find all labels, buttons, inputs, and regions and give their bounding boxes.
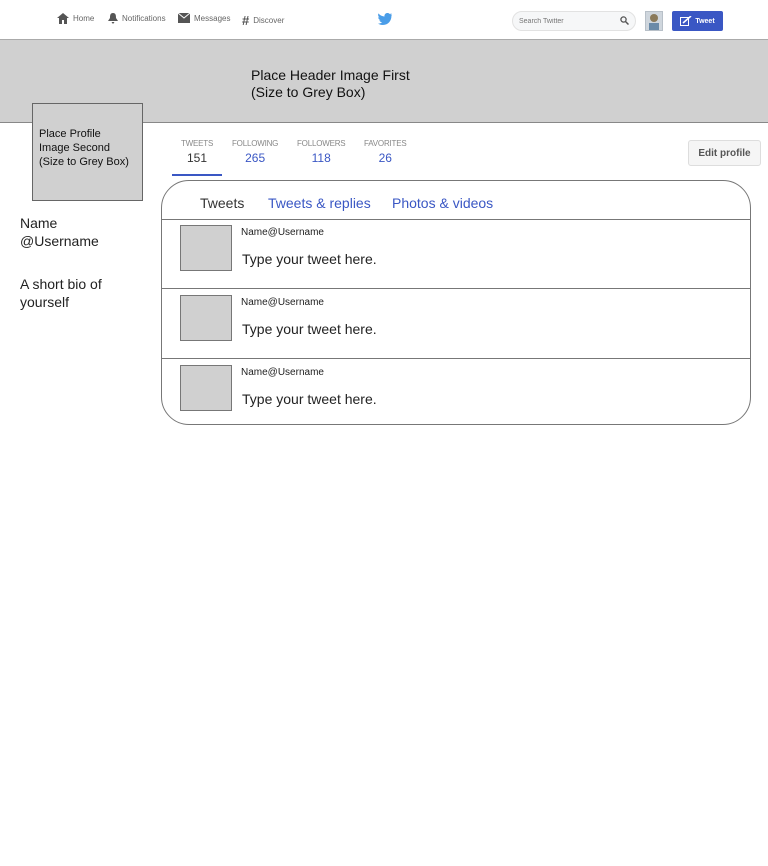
nav-home-label: Home — [73, 14, 95, 23]
stat-favorites[interactable] — [364, 139, 407, 165]
tweet-text: Type your tweet here. — [242, 251, 377, 267]
stat-tweets[interactable] — [181, 139, 213, 165]
search-box — [512, 11, 636, 31]
timeline-tabs — [162, 181, 750, 220]
twitter-bird-icon — [378, 13, 392, 25]
stat-favorites-label: FAVORITES — [364, 139, 407, 148]
compose-tweet-label: Tweet — [695, 17, 715, 25]
tweet-avatar-placeholder[interactable] — [180, 295, 232, 341]
top-nav — [0, 0, 768, 40]
bio-name: Name — [20, 215, 58, 231]
nav-messages[interactable] — [178, 13, 230, 23]
tweet-avatar-placeholder[interactable] — [180, 365, 232, 411]
stat-active-indicator — [172, 174, 222, 176]
profile-text-line3: (Size to Grey Box) — [39, 156, 129, 168]
profile-placeholder-text — [39, 127, 129, 169]
envelope-icon — [178, 13, 190, 23]
nav-messages-label: Messages — [194, 13, 231, 23]
tweet-text: Type your tweet here. — [242, 391, 377, 407]
home-icon — [57, 13, 69, 24]
stat-favorites-value: 26 — [378, 151, 392, 165]
hashtag-icon: # — [242, 13, 250, 28]
header-placeholder-text — [251, 67, 410, 101]
search-icon[interactable] — [620, 16, 629, 25]
tweet-username[interactable]: Name@Username — [241, 367, 324, 378]
bio-identity — [20, 214, 99, 250]
bell-icon — [108, 13, 118, 24]
header-text-line2: (Size to Grey Box) — [251, 84, 366, 100]
search-input[interactable] — [519, 15, 615, 27]
tab-tweets-replies[interactable]: Tweets & replies — [268, 195, 371, 211]
bio-description — [20, 275, 102, 311]
edit-profile-button[interactable]: Edit profile — [688, 140, 761, 166]
profile-text-line2: Image Second — [39, 142, 110, 154]
stat-tweets-value: 151 — [187, 151, 208, 165]
user-avatar[interactable] — [645, 11, 663, 31]
stat-tweets-label: TWEETS — [181, 139, 214, 148]
tweet-item[interactable] — [162, 359, 750, 425]
tweet-username[interactable]: Name@Username — [241, 297, 324, 308]
stat-followers-label: FOLLOWERS — [297, 139, 346, 148]
tweet-text: Type your tweet here. — [242, 321, 377, 337]
stat-following-value: 265 — [245, 151, 266, 165]
tweet-item[interactable] — [162, 289, 750, 359]
nav-notifications[interactable] — [108, 13, 166, 24]
tweet-username[interactable]: Name@Username — [241, 227, 324, 238]
stat-following[interactable] — [232, 139, 278, 165]
header-text-line1: Place Header Image First — [251, 67, 410, 83]
profile-text-line1: Place Profile — [39, 128, 101, 140]
bio-username: @Username — [20, 233, 99, 249]
bio-text-line2: yourself — [20, 294, 70, 310]
stat-followers-value: 118 — [311, 151, 331, 165]
nav-discover-label: Discover — [253, 16, 285, 25]
compose-icon — [680, 16, 692, 26]
tweet-item[interactable] — [162, 219, 750, 289]
tab-photos-videos[interactable]: Photos & videos — [392, 195, 494, 211]
nav-notifications-label: Notifications — [122, 14, 166, 23]
stat-followers[interactable] — [297, 139, 345, 165]
tweet-avatar-placeholder[interactable] — [180, 225, 232, 271]
user-avatar-icon — [646, 12, 662, 30]
stat-following-label: FOLLOWING — [232, 139, 279, 148]
tab-tweets[interactable]: Tweets — [200, 195, 245, 211]
bio-text-line1: A short bio of — [20, 276, 102, 292]
nav-home[interactable] — [57, 13, 94, 24]
compose-tweet-button[interactable] — [672, 11, 723, 31]
nav-discover[interactable] — [242, 13, 284, 28]
timeline-card — [161, 180, 751, 425]
